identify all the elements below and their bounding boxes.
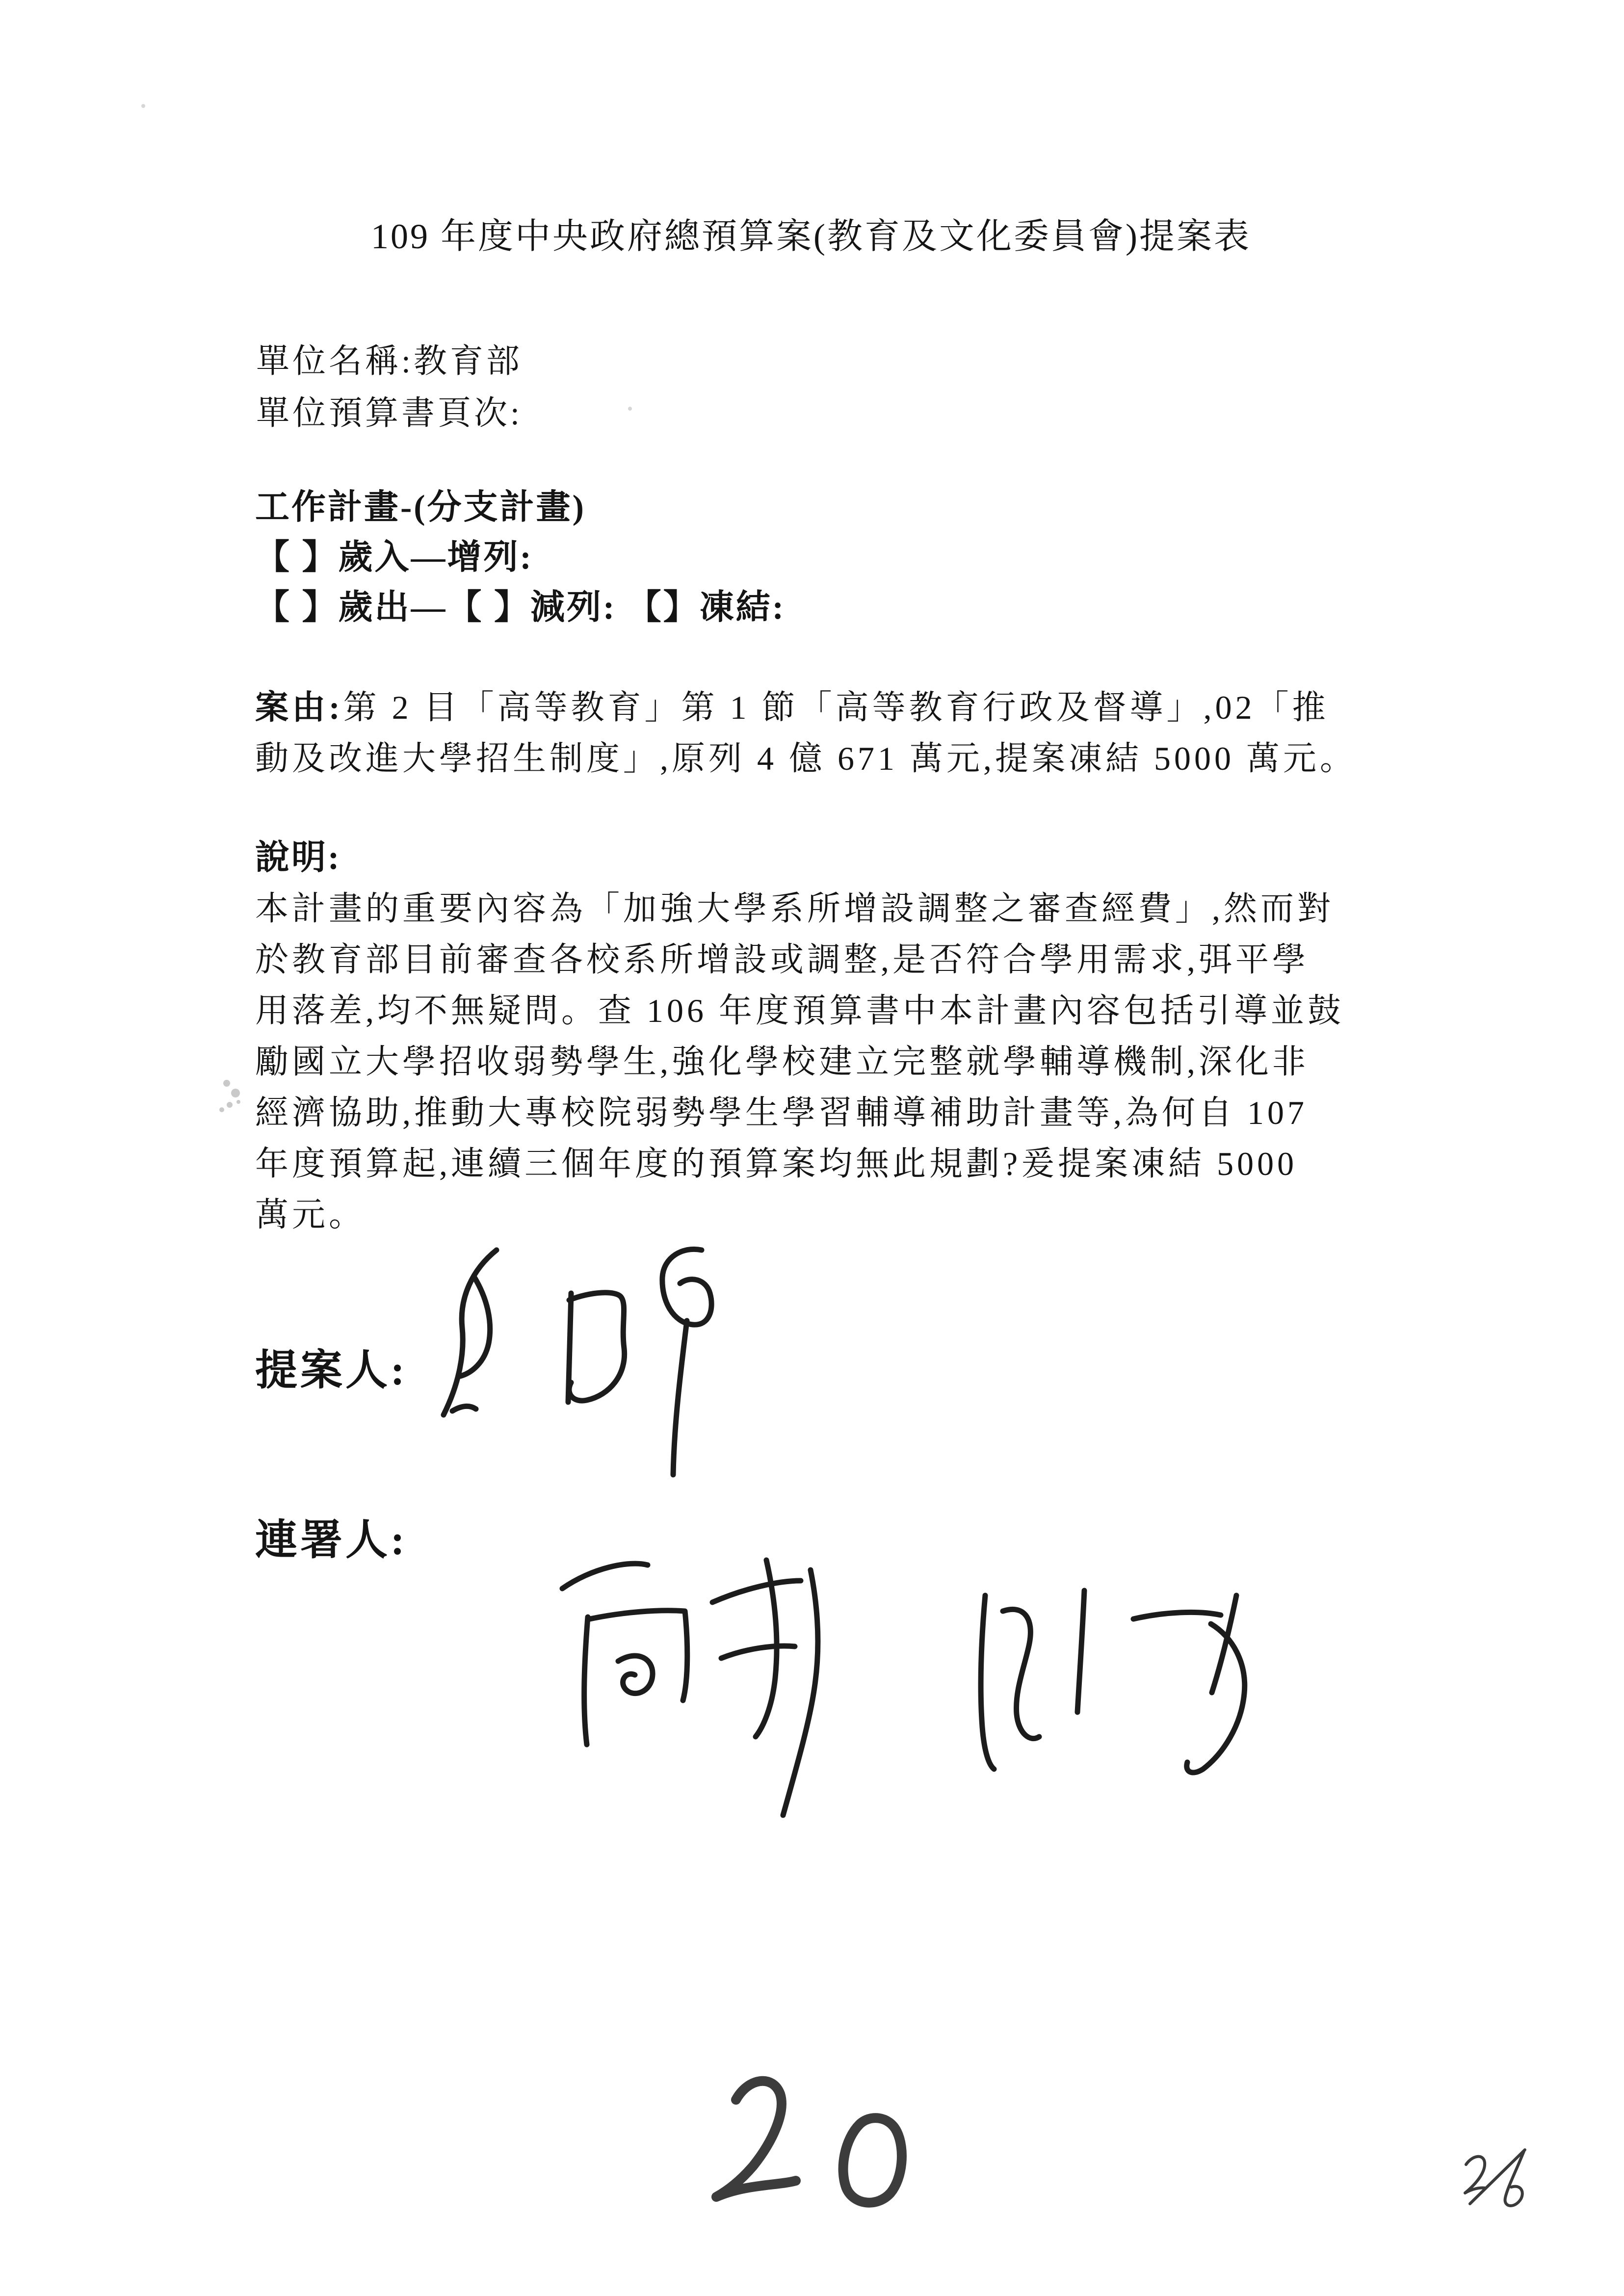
explanation-line: 用落差,均不無疑問。查 106 年度預算書中本計畫內容包括引導並鼓: [255, 992, 1345, 1029]
case-subject-text: 第 2 目「高等教育」第 1 節「高等教育行政及督導」,02「推: [343, 689, 1329, 726]
cosigner-label: 連署人:: [255, 1516, 408, 1564]
proposer-label: 提案人:: [255, 1347, 408, 1394]
explanation-line: 於教育部目前審查各校系所增設或調整,是否符合學用需求,弭平學: [255, 941, 1310, 978]
case-subject-line: 動及改進大學招生制度」,原列 4 億 671 萬元,提案凍結 5000 萬元。: [255, 740, 1357, 777]
explanation-line: 經濟協助,推動大專校院弱勢學生學習輔導補助計畫等,為何自 107: [255, 1094, 1308, 1131]
case-subject-label: 案由:: [255, 689, 343, 726]
explanation-line: 勵國立大學招收弱勢學生,強化學校建立完整就學輔導機制,深化非: [255, 1043, 1310, 1080]
explanation-line: 萬元。: [255, 1196, 366, 1233]
expenditure-option-line: 【 】歲出—【 】減列: 【】凍結:: [255, 589, 786, 626]
explanation-label: 說明:: [255, 839, 341, 877]
unit-name-field: 單位名稱:教育部: [256, 342, 523, 380]
explanation-line: 年度預算起,連續三個年度的預算案均無此規劃?爰提案凍結 5000: [255, 1145, 1298, 1182]
explanation-line: 本計畫的重要內容為「加強大學系所增設調整之審查經費」,然而對: [255, 890, 1335, 927]
revenue-option-line: 【 】歲入—增列:: [255, 539, 533, 576]
explanation-paragraph: [255, 883, 1344, 1240]
page-title: 109 年度中央政府總預算案(教育及文化委員會)提案表: [371, 217, 1251, 256]
work-plan-heading: 工作計畫-(分支計畫): [255, 489, 586, 526]
case-subject-paragraph: [255, 682, 1357, 784]
unit-budget-page-field: 單位預算書頁次:: [256, 394, 523, 432]
case-subject-line: [255, 682, 1357, 733]
